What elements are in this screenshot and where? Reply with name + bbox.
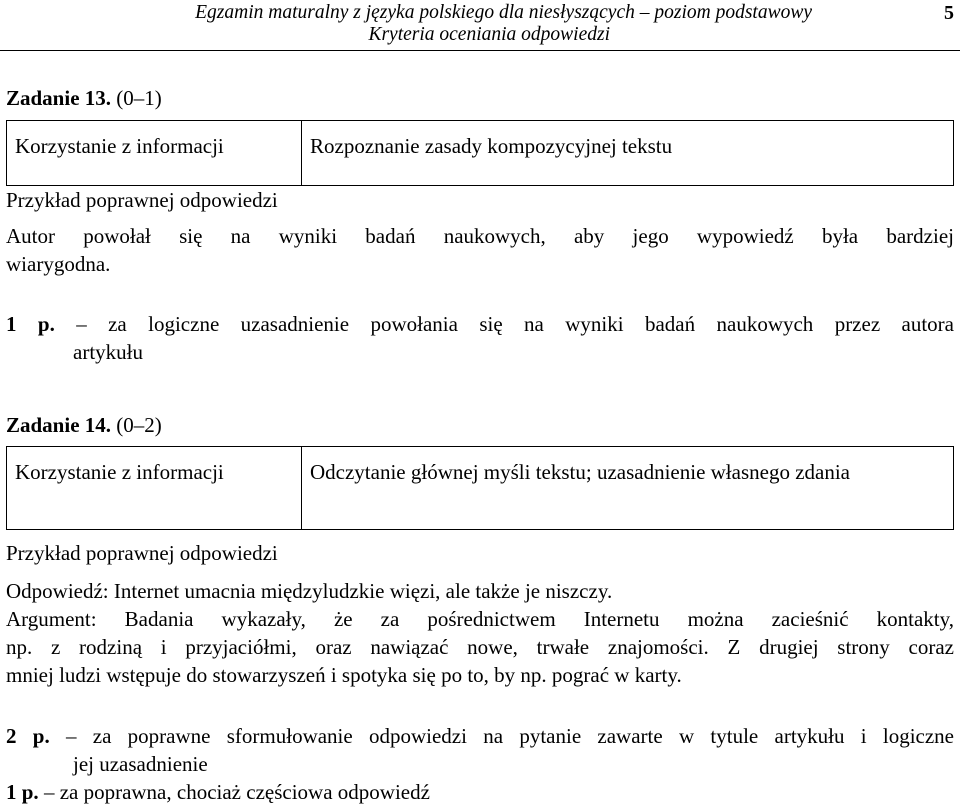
task14-score-2 <box>6 722 954 778</box>
task14-title-number: Zadanie 14. <box>6 413 112 437</box>
task13-title <box>6 86 162 110</box>
task13-score <box>6 310 954 366</box>
task13-requirement-cell: Rozpoznanie zasady kompozycyjnej tekstu <box>302 121 954 186</box>
task14-answer <box>6 577 954 689</box>
task14-example-label: Przykład poprawnej odpowiedzi <box>6 541 278 565</box>
task13-score-continuation: artykułu <box>73 340 143 364</box>
page-header <box>0 0 960 51</box>
task13-skill-cell: Korzystanie z informacji <box>7 121 302 186</box>
task13-score-points: 1 p. <box>6 312 55 336</box>
task13-score-text: – za logiczne uzasadnienie powołania się na wyniki badań naukowych przez autora <box>76 312 955 336</box>
task13-title-range: (0–1) <box>116 86 162 110</box>
task13-example-label: Przykład poprawnej odpowiedzi <box>6 188 278 212</box>
task14-answer-line: Odpowiedź: Internet umacnia międzyludzkie więzi, ale także je niszczy. <box>6 579 613 603</box>
task14-score-1 <box>6 778 954 806</box>
task14-score2-continuation: jej uzasadnienie <box>73 752 208 776</box>
header-subtitle: Kryteria oceniania odpowiedzi <box>368 24 610 45</box>
task13-answer-line: Autor powołał się na wyniki badań naukowych, aby jego wypowiedź była bardziej <box>6 224 954 248</box>
task13-answer-line: wiarygodna. <box>6 252 111 276</box>
task14-requirement-cell: Odczytanie głównej myśli tekstu; uzasadnienie własnego zdania <box>302 447 954 530</box>
table-row <box>7 121 954 186</box>
task13-answer <box>6 222 954 278</box>
task14-score1-text: – za poprawna, chociaż częściowa odpowiedź <box>43 780 430 804</box>
task14-score2-points: 2 p. <box>6 724 50 748</box>
task14-criteria-table <box>6 446 954 530</box>
task14-title-range: (0–2) <box>116 413 162 437</box>
task13-criteria-table <box>6 120 954 186</box>
task14-argument-line: Argument: Badania wykazały, że za pośrednictwem Internetu można zacieśnić kontakty, <box>6 607 954 631</box>
task14-title <box>6 413 162 437</box>
task14-score2-line <box>6 722 954 750</box>
task14-argument-line: np. z rodziną i przyjaciółmi, oraz nawiązać nowe, trwałe znajomości. Z drugiej strony coraz <box>6 635 954 659</box>
task14-skill-cell: Korzystanie z informacji <box>7 447 302 530</box>
header-exam-title: Egzamin maturalny z języka polskiego dla niesłyszących – poziom podstawowy <box>195 2 812 23</box>
page-number: 5 <box>944 2 954 24</box>
task14-score1-points: 1 p. <box>6 780 39 804</box>
task14-score2-text: – za poprawne sformułowanie odpowiedzi na pytanie zawarte w tytule artykułu i logiczne <box>65 724 954 748</box>
table-row <box>7 447 954 530</box>
task14-argument-line: mniej ludzi wstępuje do stowarzyszeń i spotyka się po to, by np. pograć w karty. <box>6 663 682 687</box>
task13-score-line <box>6 310 954 338</box>
task13-title-number: Zadanie 13. <box>6 86 112 110</box>
